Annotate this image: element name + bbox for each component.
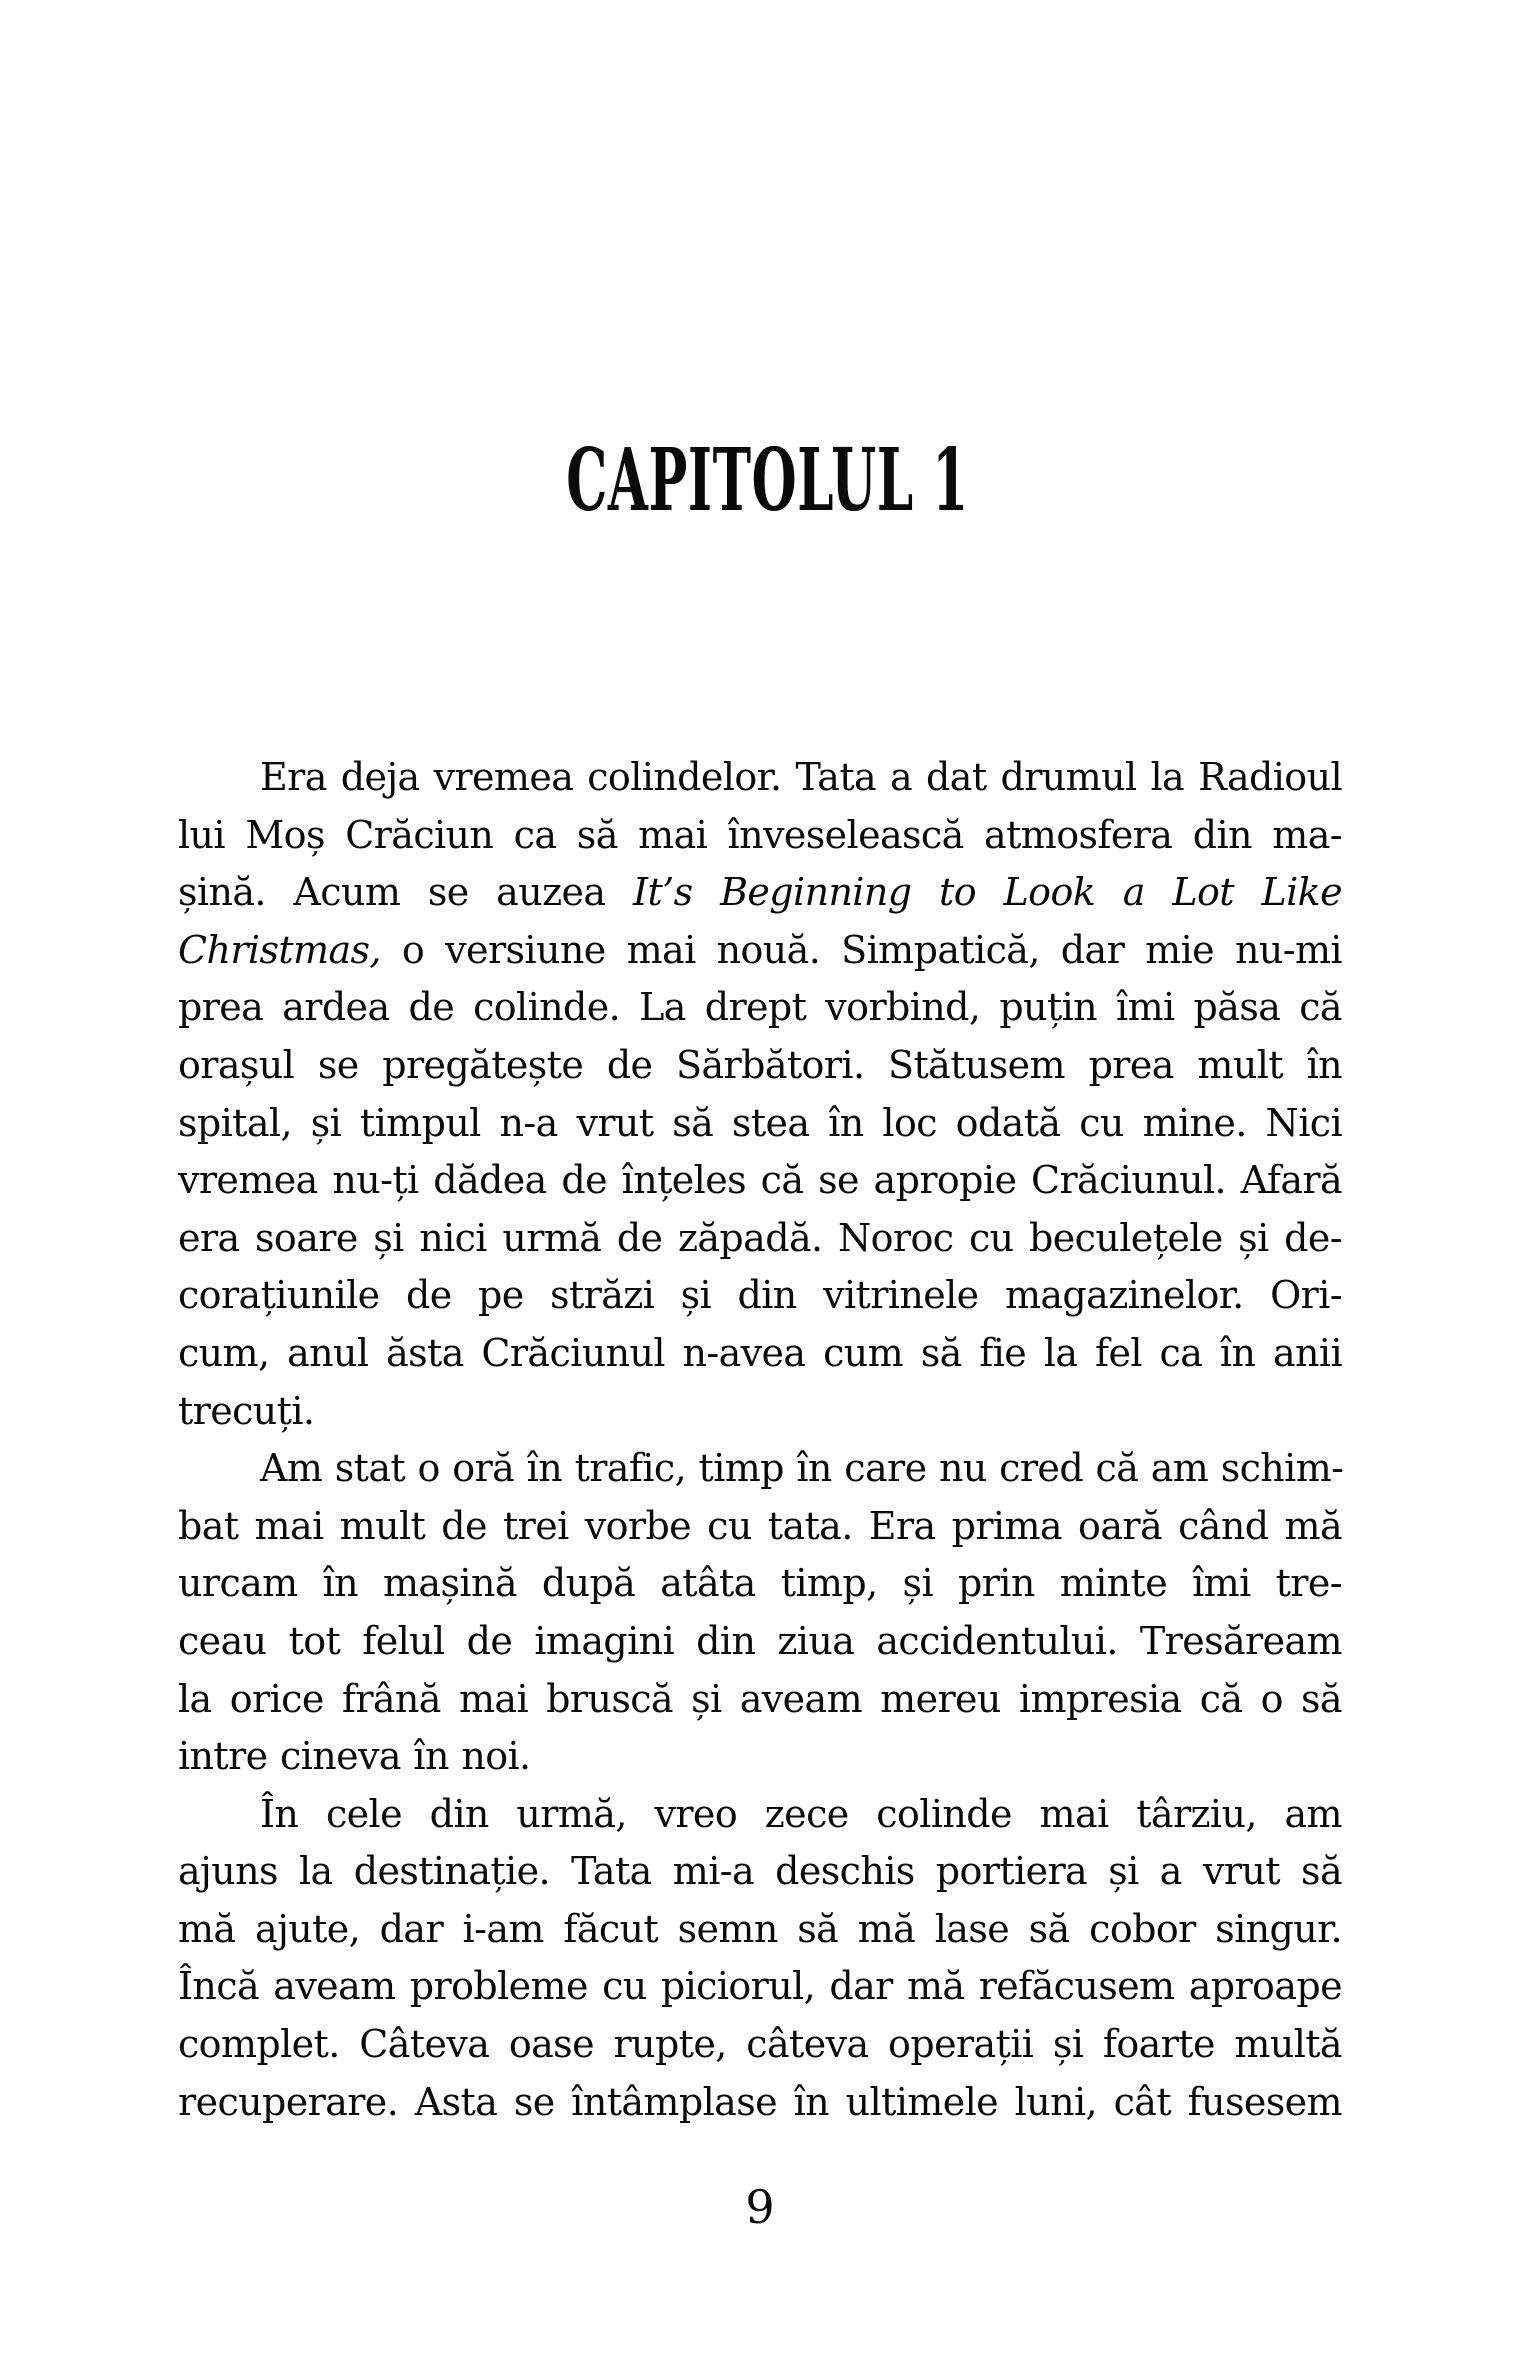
text-line	[178, 1152, 1342, 1210]
text-line	[178, 1440, 1342, 1498]
text-segment: șină. Acum se auzea	[178, 870, 634, 915]
text-line	[178, 979, 1342, 1037]
text-segment: orașul se pregătește de Sărbători. Stătusem prea mult în	[178, 1042, 1342, 1087]
page-number: 9	[745, 2180, 775, 2234]
text-line	[178, 2016, 1342, 2074]
text-segment: o versiune mai nouă. Simpatică, dar mie nu-mi	[380, 927, 1342, 972]
text-line	[178, 922, 1342, 980]
text-segment: vremea nu-ți dădea de înțeles că se apropie Crăciunul. Afară	[178, 1158, 1342, 1203]
text-line	[178, 1613, 1342, 1671]
text-segment: trecuți.	[178, 1388, 315, 1433]
text-line	[178, 1095, 1342, 1153]
text-line	[178, 1498, 1342, 1556]
text-segment: corațiunile de pe străzi și din vitrinele magazinelor. Ori-	[178, 1273, 1342, 1318]
italic-text-segment: It’s Beginning to Look a Lot Like	[633, 870, 1342, 915]
text-line	[178, 864, 1342, 922]
text-segment: era soare și nici urmă de zăpadă. Noroc cu beculețele și de-	[178, 1215, 1342, 1260]
text-segment: mă ajute, dar i-am făcut semn să mă lase să cobor singur.	[178, 1906, 1342, 1951]
text-segment: la orice frână mai bruscă și aveam mereu impresia că o să	[178, 1676, 1342, 1721]
text-segment: intre cineva în noi.	[178, 1734, 531, 1779]
text-line	[178, 807, 1342, 865]
text-line	[178, 1671, 1342, 1729]
text-segment: Am stat o oră în trafic, timp în care nu cred că am schim-	[260, 1446, 1344, 1491]
text-line	[178, 1843, 1342, 1901]
text-segment: Încă aveam probleme cu piciorul, dar mă refăcusem aproape	[178, 1964, 1342, 2009]
text-line	[178, 1555, 1342, 1613]
text-segment: cum, anul ăsta Crăciunul n-avea cum să fie la fel ca în anii	[178, 1330, 1342, 1375]
text-segment: complet. Câteva oase rupte, câteva operații și foarte multă	[178, 2022, 1342, 2067]
text-line	[178, 1325, 1342, 1383]
text-segment: urcam în mașină după atâta timp, și prin minte îmi tre-	[178, 1561, 1342, 1606]
text-segment: bat mai mult de trei vorbe cu tata. Era prima oară când mă	[178, 1503, 1342, 1548]
text-line	[178, 1210, 1342, 1268]
body-text	[178, 749, 1342, 2131]
text-segment: În cele din urmă, vreo zece colinde mai târziu, am	[260, 1791, 1342, 1836]
text-segment: prea ardea de colinde. La drept vorbind, puțin îmi păsa că	[178, 985, 1342, 1030]
chapter-title-text: CAPITOLUL 1	[566, 430, 969, 531]
text-line	[178, 1958, 1342, 2016]
text-line	[178, 1728, 1342, 1786]
text-line	[178, 1901, 1342, 1959]
text-line	[178, 749, 1342, 807]
text-line	[178, 1037, 1342, 1095]
text-segment: spital, și timpul n-a vrut să stea în loc odată cu mine. Nici	[178, 1100, 1342, 1145]
text-line	[178, 1383, 1342, 1441]
chapter-title	[0, 430, 1535, 531]
text-segment: lui Moș Crăciun ca să mai înveselească atmosfera din ma-	[178, 812, 1342, 857]
text-line	[178, 2074, 1342, 2132]
text-line	[178, 1267, 1342, 1325]
italic-text-segment: Christmas,	[178, 927, 381, 972]
text-segment: ajuns la destinație. Tata mi-a deschis portiera și a vrut să	[178, 1849, 1342, 1894]
text-line	[178, 1786, 1342, 1844]
text-segment: ceau tot felul de imagini din ziua accidentului. Tresăream	[178, 1618, 1342, 1663]
text-segment: Era deja vremea colindelor. Tata a dat drumul la Radioul	[260, 755, 1342, 799]
text-segment: recuperare. Asta se întâmplase în ultimele luni, cât fusesem	[178, 2079, 1342, 2124]
